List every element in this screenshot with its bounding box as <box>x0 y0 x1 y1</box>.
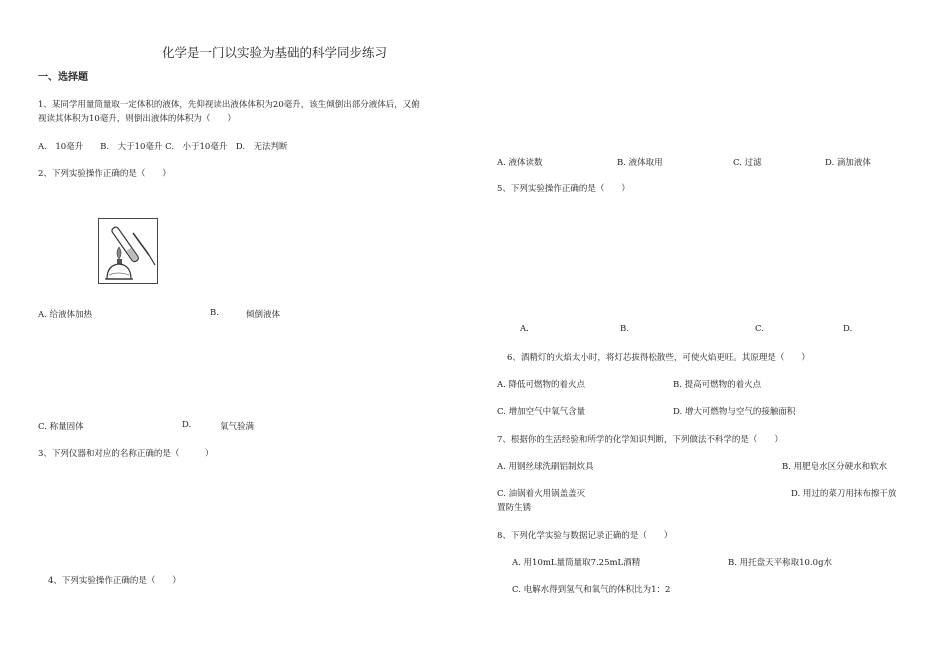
heating-liquid-figure <box>98 218 158 284</box>
question-5-stem: 5、下列实验操作正确的是（ ） <box>497 184 630 194</box>
question-5-option-b: B. <box>620 324 629 334</box>
question-7-option-d: D. 用过的菜刀用抹布擦干放 <box>791 489 897 499</box>
question-8-stem: 8、下列化学实验与数据记录正确的是（ ） <box>497 531 673 541</box>
section-heading: 一、选择题 <box>38 72 88 83</box>
question-4-stem: 4、下列实验操作正确的是（ ） <box>48 576 181 586</box>
question-2-option-d-letter: D. <box>182 420 192 430</box>
question-8-option-c: C. 电解水得到氢气和氧气的体积比为1：2 <box>512 585 671 595</box>
question-7-option-d-continued: 置防生锈 <box>497 503 532 513</box>
question-6-option-b: B. 提高可燃物的着火点 <box>673 380 762 390</box>
question-2-option-b-text: 倾倒液体 <box>246 310 281 320</box>
question-5-option-a: A. <box>520 324 529 334</box>
question-5-option-d: D. <box>843 324 853 334</box>
question-8-option-b: B. 用托盘天平称取10.0g水 <box>728 558 833 568</box>
question-6-stem: 6、酒精灯的火焰太小时，将灯芯拔得松散些，可使火焰更旺。其原理是（ ） <box>507 353 810 363</box>
question-7-option-c: C. 油锅着火用锅盖盖灭 <box>497 489 586 499</box>
page-title: 化学是一门以实验为基础的科学同步练习 <box>162 45 388 60</box>
question-2-option-d-text: 氧气验满 <box>220 422 255 432</box>
question-8-option-a: A. 用10mL量筒量取7.25mL酒精 <box>512 558 641 568</box>
question-4-option-c: C. 过滤 <box>733 158 762 168</box>
question-6-option-a: A. 降低可燃物的着火点 <box>497 380 586 390</box>
question-1-options: A. 10毫升 B. 大于10毫升 C. 小于10毫升 D. 无法判断 <box>38 142 288 152</box>
question-3-stem: 3、下列仪器和对应的名称正确的是（ ） <box>38 449 214 459</box>
question-1-line-2: 视读其体积为10毫升，则倒出液体的体积为（ ） <box>38 114 236 124</box>
question-4-option-a: A. 液体读数 <box>497 158 543 168</box>
question-2-option-a: A. 给液体加热 <box>38 310 93 320</box>
question-4-option-b: B. 液体取用 <box>617 158 663 168</box>
question-6-option-c: C. 增加空气中氧气含量 <box>497 407 586 417</box>
question-2-stem: 2、下列实验操作正确的是（ ） <box>38 169 171 179</box>
question-2-option-b-letter: B. <box>210 308 219 318</box>
question-7-option-b: B. 用肥皂水区分硬水和软水 <box>782 462 888 472</box>
question-7-option-a: A. 用钢丝球洗刷铝制炊具 <box>497 462 594 472</box>
question-2-option-c: C. 称量固体 <box>38 422 84 432</box>
question-6-option-d: D. 增大可燃物与空气的接触面积 <box>673 407 796 417</box>
question-7-stem: 7、根据你的生活经验和所学的化学知识判断，下列做法不科学的是（ ） <box>497 435 783 445</box>
test-tube-heating-icon <box>99 219 157 283</box>
question-1-line-1: 1、某同学用量筒量取一定体积的液体，先仰视读出液体体积为20毫升，该生倾倒出部分液体后，又俯 <box>38 100 420 110</box>
question-5-option-c: C. <box>755 324 764 334</box>
question-4-option-d: D. 滴加液体 <box>825 158 871 168</box>
